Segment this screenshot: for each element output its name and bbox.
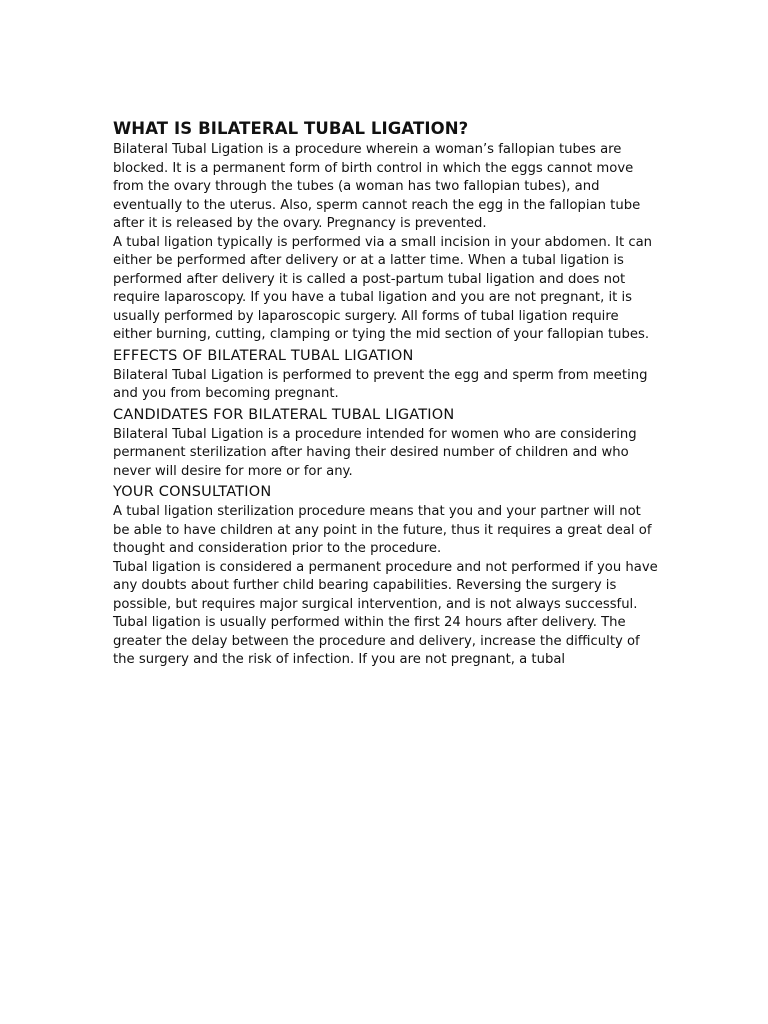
section-paragraph: A tubal ligation sterilization procedure means that you and your partner will not be able to have children at any point in the future, thus it requires a great deal of thought and consideration prior to the procedure. [113, 504, 652, 556]
intro-paragraph: Bilateral Tubal Ligation is a procedure wherein a woman’s fallopian tubes are blocked. It is a permanent form of birth control in which the eggs cannot move from the ovary through the tubes (a woman has two fallopian tubes), and eventually to the uterus. Also, sperm cannot reach the egg in the fallopian tube after it is released by the ovary. Pregnancy is prevented. [113, 142, 641, 231]
section-paragraph: Tubal ligation is considered a permanent procedure and not performed if you have any doubts about further child bearing capabilities. Reversing the surgery is possible, but requires major surgical intervention, and is not always successful. [113, 559, 658, 612]
section-heading-effects: EFFECTS OF BILATERAL TUBAL LIGATION [113, 347, 414, 364]
section-paragraph: Tubal ligation is usually performed within the first 24 hours after delivery. The greater the delay between the procedure and delivery, increase the difficulty of the surgery and the risk of infection. If you are not pregnant, a tubal [113, 615, 640, 667]
document-body [113, 117, 658, 670]
intro-paragraph: A tubal ligation typically is performed via a small incision in your abdomen. It can either be performed after delivery or at a latter time. When a tubal ligation is performed after delivery it is called a post-partum tubal ligation and does not require laparoscopy. If you have a tubal ligation and you are not pregnant, it is usually performed by laparoscopic surgery. All forms of tubal ligation require either burning, cutting, clamping or tying the mid section of your fallopian tubes. [113, 234, 653, 342]
page-title: WHAT IS BILATERAL TUBAL LIGATION? [113, 119, 469, 138]
section-paragraph: Bilateral Tubal Ligation is performed to prevent the egg and sperm from meeting and you from becoming pregnant. [113, 367, 648, 401]
section-heading-consultation: YOUR CONSULTATION [113, 484, 272, 500]
section-heading-candidates: CANDIDATES FOR BILATERAL TUBAL LIGATION [113, 406, 455, 423]
section-paragraph: Bilateral Tubal Ligation is a procedure intended for women who are considering permanent sterilization after having their desired number of children and who never will desire for more or for any. [113, 426, 637, 479]
